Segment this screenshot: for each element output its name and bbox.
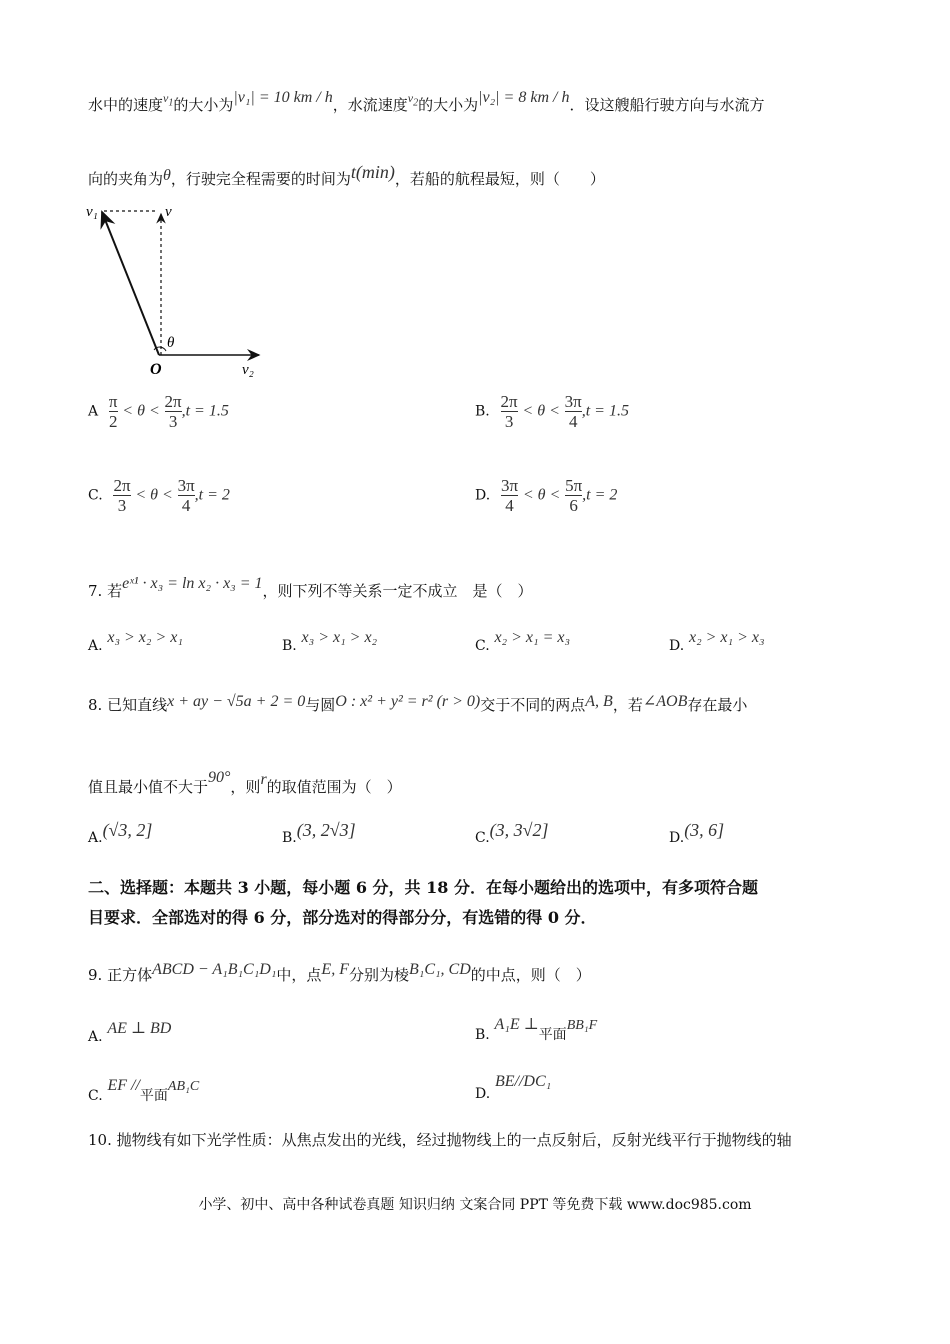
problem8-option-d[interactable]: D.(3, 6] [669, 820, 725, 846]
problem6-option-c[interactable]: C. $\frac{2\pi}{3}$ < θ < $\frac{3\pi}{4}$ ,t = 2 [88, 476, 230, 515]
problem7-stem: 7. 若eˣ¹ · x₃ = ln x₂ · x₃ = 1，则下列不等关系一定不成立 是（ ） [88, 575, 533, 600]
problem6-line2: 向的夹角为θ，行驶完全程需要的时间为t(min)，若船的航程最短，则（ ） [88, 162, 605, 188]
problem6-option-a[interactable]: A $\frac{\pi}{2}$ < θ < $\frac{2\pi}{3}$ ,t = 1.5 [88, 392, 229, 431]
vector-figure [82, 198, 272, 378]
label-v1: v₁ [86, 204, 98, 220]
problem6-option-b[interactable]: B. $\frac{2\pi}{3}$ < θ < $\frac{3\pi}{4}$ ,t = 1.5 [475, 392, 629, 431]
problem9-stem: 9. 正方体ABCD − A₁B₁C₁D₁中，点E, F分别为棱B₁C₁, CD的中点，则（ ） [88, 961, 591, 984]
problem9-option-d[interactable]: D. BE//DC₁ [475, 1073, 552, 1102]
label-o: O [150, 361, 162, 378]
time-expr: t(min) [350, 162, 395, 182]
problem6-option-d[interactable]: D. $\frac{3\pi}{4}$ < θ < $\frac{5\pi}{6}$ ,t = 2 [475, 476, 618, 515]
v2-magnitude: |v₂| = 8 km / h [478, 89, 570, 106]
problem8-option-c[interactable]: C.(3, 3√2] [475, 820, 549, 846]
problem7-option-a[interactable]: A. x₃ > x₂ > x₁ [88, 629, 183, 654]
problem8-option-a[interactable]: A.(√3, 2] [88, 820, 153, 846]
label-v: v [165, 204, 172, 220]
problem6-line1: 水中的速度$^{v_1}$的大小为|v₁| = 10 km / h，水流速度$^{v_2}$的大小为|v₂| = 8 km / h．设这艘船行驶方向与水流方 [88, 89, 765, 114]
problem8-option-b[interactable]: B.(3, 2√3] [282, 820, 356, 846]
section2-heading: 二、选择题：本题共 3 小题，每小题 6 分，共 18 分．在每小题给出的选项中，有多项符合题 目要求．全部选对的得 6 分，部分选对的得部分分，有选错的得 0 分． [88, 878, 758, 927]
label-theta: θ [167, 335, 175, 351]
problem9-option-a[interactable]: A. AE ⊥ BD [88, 1020, 172, 1045]
v1-arrow [102, 212, 159, 355]
problem10-stem: 10. 抛物线有如下光学性质：从焦点发出的光线，经过抛物线上的一点反射后，反射光线平行于抛物线的轴 [88, 1131, 792, 1149]
v1-magnitude: |v₁| = 10 km / h [233, 89, 333, 106]
problem7-option-c[interactable]: C. x₂ > x₁ = x₃ [475, 629, 571, 654]
footer-text[interactable]: 小学、初中、高中各种试卷真题 知识归纳 文案合同 PPT 等免费下载 www.doc985.com [198, 1197, 752, 1213]
problem8-line1: 8. 已知直线x + ay − √5a + 2 = 0与圆O : x² + y² = r² (r > 0)交于不同的两点A, B，若∠AOB存在最小 [88, 693, 748, 714]
problem7-option-b[interactable]: B. x₃ > x₁ > x₂ [282, 629, 378, 654]
problem8-line2: 值且最小值不大于90°，则r的取值范围为（ ） [88, 769, 402, 796]
problem9-option-c[interactable]: C. EF //平面AB₁C [88, 1077, 200, 1104]
label-v2: v₂ [242, 362, 254, 378]
problem7-option-d[interactable]: D. x₂ > x₁ > x₃ [669, 629, 765, 654]
problem9-option-b[interactable]: B. A₁E ⊥平面BB₁F [475, 1016, 598, 1043]
